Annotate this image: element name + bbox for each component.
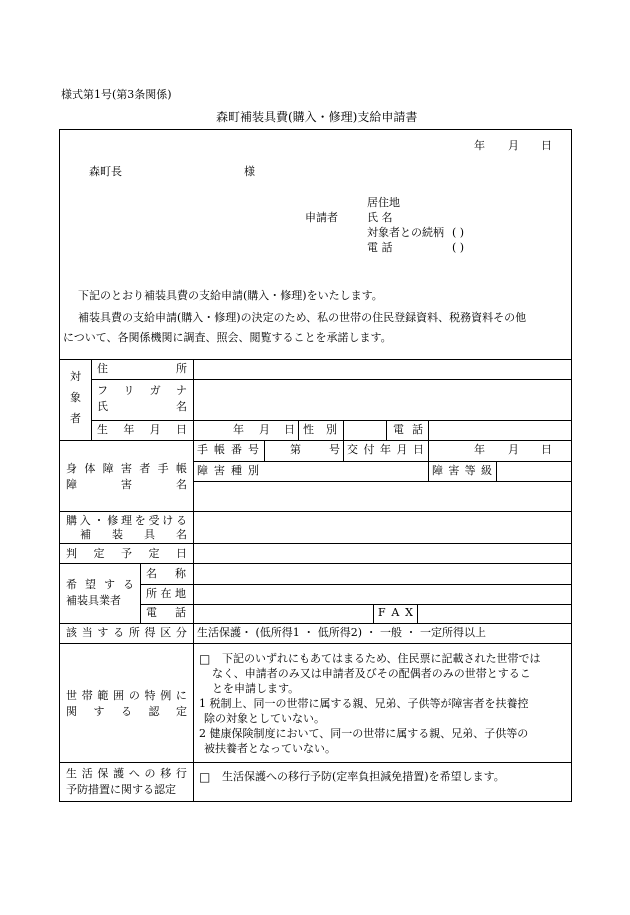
statement-consent-2: について、各関係機関に調査、照会、閲覧することを承諾します。 <box>63 331 392 344</box>
notebook-dai: 第 <box>290 443 301 456</box>
statement-consent-1: 補装具費の支給申請(購入・修理)の決定のため、私の世帯の住民登録資料、税務資料その他 <box>78 311 527 324</box>
applicant-phone-label: 電 話 <box>367 241 393 254</box>
issue-day: 日 <box>541 443 552 456</box>
honorific: 様 <box>244 165 255 178</box>
household-checkbox[interactable]: □ <box>199 652 211 666</box>
notebook-no-label: 手 帳 番 号 <box>197 443 259 456</box>
device-label-2: 補 装 具 名 <box>80 528 187 541</box>
vendor-phone-label: 電 話 <box>146 606 186 619</box>
applicant-label: 申請者 <box>305 211 338 224</box>
vendor-label-1: 希 望 す る <box>66 578 134 591</box>
household-item2-2: 被扶養者となっていない。 <box>204 742 336 755</box>
vendor-label-2: 補装具業者 <box>66 594 121 607</box>
welfare-checkbox[interactable]: □ <box>199 770 211 784</box>
subject-label-1: 対 <box>70 370 81 383</box>
welfare-label-2: 予防措置に関する認定 <box>66 783 176 796</box>
vendor-location-label: 所 在 地 <box>146 587 186 600</box>
device-label-1: 購 入 ・ 修 理 を 受 け る <box>66 514 187 527</box>
applicant-phone-paren: ( ) <box>452 241 465 254</box>
decision-date-label: 判 定 予 定 日 <box>66 547 187 560</box>
household-label-1: 世 帯 範 囲 の 特 例 に <box>66 689 187 702</box>
date-month: 月 <box>508 139 519 152</box>
disability-grade-label: 障 害 等 級 <box>432 464 492 477</box>
statement-apply: 下記のとおり補装具費の支給申請(購入・修理)をいたします。 <box>78 289 383 302</box>
date-day: 日 <box>541 139 552 152</box>
issue-month: 月 <box>508 443 519 456</box>
birth-month: 月 <box>259 423 270 436</box>
vendor-fax-label: F A X <box>378 606 413 619</box>
subject-furigana-label: フ リ ガ ナ <box>97 384 187 397</box>
subject-name-label: 氏 名 <box>97 400 187 413</box>
disability-type-label: 障 害 種 別 <box>197 464 259 477</box>
date-year: 年 <box>474 139 485 152</box>
household-label-2: 関 す る 認 定 <box>66 705 187 718</box>
applicant-name-label: 氏 名 <box>367 211 393 224</box>
subject-phone-label: 電 話 <box>393 423 423 436</box>
disability-notebook-label: 身 体 障 害 者 手 帳 <box>66 462 187 475</box>
subject-label-3: 者 <box>70 412 81 425</box>
income-options: 生活保護・ (低所得1 ・ 低所得2) ・ 一般 ・ 一定所得以上 <box>197 626 487 639</box>
household-item1-1: 1 税制上、同一の世帯に属する親、兄弟、子供等が障害者を扶養控 <box>199 697 529 710</box>
form-number: 様式第1号(第3条関係) <box>61 88 172 101</box>
issue-date-label: 交 付 年 月 日 <box>347 443 424 456</box>
income-label: 該 当 す る 所 得 区 分 <box>66 626 187 639</box>
notebook-go: 号 <box>329 443 340 456</box>
household-item1-2: 除の対象としていない。 <box>204 712 325 725</box>
household-text-3: とを申請します。 <box>212 682 300 695</box>
issue-year: 年 <box>474 443 485 456</box>
birth-year: 年 <box>233 423 244 436</box>
subject-address-label: 住 所 <box>97 362 187 375</box>
household-item2-1: 2 健康保険制度において、同一の世帯に属する親、兄弟、子供等の <box>199 727 529 740</box>
birth-day: 日 <box>284 423 295 436</box>
household-text-1: 下記のいずれにもあてはまるため、住民票に記載された世帯では <box>222 652 541 665</box>
applicant-address-label: 居住地 <box>367 196 400 209</box>
sex-label: 性 別 <box>303 423 337 436</box>
household-text-2: なく、申請者のみ又は申請者及びその配偶者のみの世帯とするこ <box>212 667 531 680</box>
form-title: 森町補装具費(購入・修理)支給申請書 <box>216 110 418 124</box>
subject-label-2: 象 <box>70 391 81 404</box>
mayor-label: 森町長 <box>89 165 122 178</box>
disability-name-label: 障 害 名 <box>66 478 187 491</box>
subject-birthdate-label: 生 年 月 日 <box>97 423 187 436</box>
welfare-text: 生活保護への移行予防(定率負担減免措置)を希望します。 <box>222 770 505 783</box>
vendor-name-label: 名 称 <box>146 567 186 580</box>
applicant-relation-label: 対象者との続柄 <box>367 226 444 239</box>
welfare-label-1: 生 活 保 護 へ の 移 行 <box>66 767 187 780</box>
rule <box>59 359 572 360</box>
applicant-relation-paren: ( ) <box>452 226 465 239</box>
